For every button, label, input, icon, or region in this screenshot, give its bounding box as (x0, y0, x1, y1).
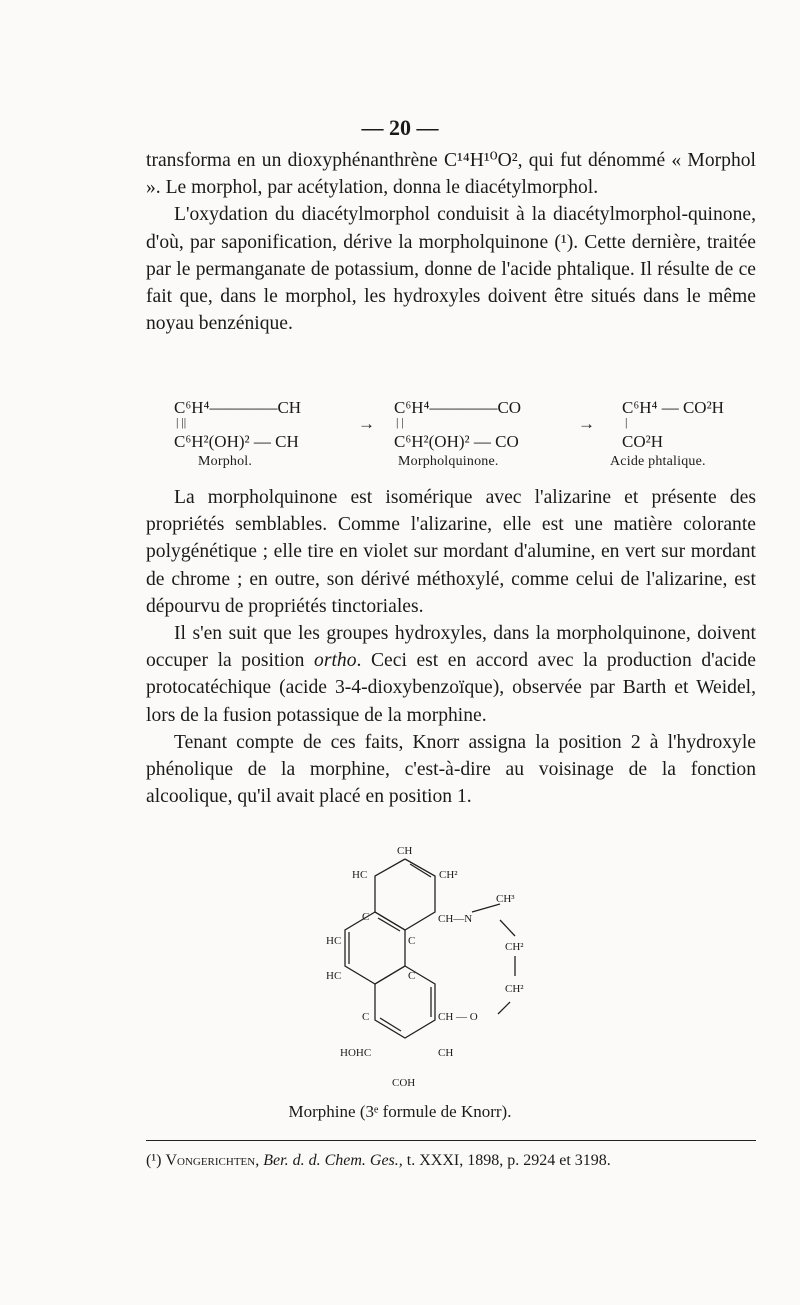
label-hc-low: HC (326, 970, 342, 982)
footnote-rest: t. XXXI, 1898, p. 2924 et 3198. (406, 1152, 611, 1169)
quinone-top: C⁶H⁴————CO (394, 398, 522, 417)
paragraph-4-text (146, 620, 756, 729)
label-ch-right: CH (438, 1047, 454, 1059)
acid-bonds: | (625, 415, 628, 429)
label-hohc: HOHC (340, 1047, 372, 1059)
paragraph-1-text: transforma en un dioxyphénanthrène C¹⁴H¹⁰O², qui fut dénommé « Morphol ». Le morphol, par acétylation, donna le diacétylmorphol. (146, 150, 756, 199)
label-ch-top: CH (397, 845, 413, 857)
footnote-rule (146, 1140, 756, 1141)
acid-bottom: CO²H (622, 432, 663, 451)
label-c-left: C (362, 911, 370, 923)
label-ch2-b: CH² (505, 983, 524, 995)
label-hc-mid: HC (326, 935, 342, 947)
paragraph-4-a: Il s'en suit que les groupes hydroxyles, dans la morpholquinone, doivent occuper la position (146, 623, 756, 672)
morphol-top: C⁶H⁴————CH (174, 398, 302, 417)
reaction-equation (146, 398, 756, 473)
footnote (146, 1152, 756, 1170)
morphol-bottom: C⁶H²(OH)² — CH (174, 432, 299, 451)
morphine-structure-figure (300, 844, 560, 1094)
footnote-journal: Ber. d. d. Chem. Ges., (263, 1152, 403, 1169)
acid-top: C⁶H⁴ — CO²H (622, 398, 724, 417)
label-c-low: C (408, 970, 416, 982)
paragraph-2-text: L'oxydation du diacétylmorphol conduisit à la diacétylmorphol-quinone, d'où, par saponification, dérive la morpholquinone (¹). Cette dernière, traitée par le permanganate de potassium, donne de l'acide phtalique. Il résulte de ce fait que, dans le morphol, les hydroxyles doivent être situés dans le même noyau benzénique. (146, 204, 756, 335)
quinone-bonds: | | (396, 415, 404, 429)
figure-caption: Morphine (3ᵉ formule de Knorr). (288, 1102, 512, 1121)
quinone-label: Morpholquinone. (398, 454, 499, 469)
label-ch3: CH³ (496, 893, 515, 905)
label-ch-o: CH — O (438, 1011, 478, 1023)
label-coh: COH (392, 1077, 416, 1089)
arrow-1: → (358, 414, 375, 433)
acid-label: Acide phtalique. (610, 454, 706, 469)
paragraph-block-2 (146, 484, 756, 810)
paragraph-4-ortho: ortho (314, 650, 357, 672)
page-number: — 20 — (361, 115, 439, 140)
label-ch2-right: CH² (439, 869, 458, 881)
paragraph-4-b: . Ceci est en accord avec la production d'acide protocatéchique (acide 3-4-dioxybenzoïque), observée par Barth et Weidel, lors de la fusion potassique de la morphine. (146, 650, 756, 726)
arrow-2: → (578, 414, 595, 433)
morphine-structure-svg (300, 844, 560, 1094)
quinone-bottom: C⁶H²(OH)² — CO (394, 432, 519, 451)
footnote-author: Vongerichten, (165, 1152, 260, 1169)
morphol-bonds: | || (176, 415, 187, 429)
label-c-bottom-left: C (362, 1011, 370, 1023)
label-c-mid: C (408, 935, 416, 947)
paragraph-3-text: La morpholquinone est isomérique avec l'alizarine et présente des propriétés semblables. Comme l'alizarine, elle est une matière colorante polygénétique ; elle tire en violet sur mordant d'alumine, en vert sur mordant de chrome ; en outre, son dérivé méthoxylé, comme celui de l'alizarine, est dépourvu de propriétés tinctoriales. (146, 487, 756, 617)
footnote-mark: (¹) (146, 1152, 162, 1169)
label-hc-left: HC (352, 869, 368, 881)
label-ch2-a: CH² (505, 941, 524, 953)
paragraph-5-text: Tenant compte de ces faits, Knorr assigna la position 2 à l'hydroxyle phénolique de la morphine, c'est-à-dire au voisinage de la fonction alcoolique, qu'il avait placé en position 1. (146, 731, 756, 808)
label-ch-n: CH—N (438, 913, 473, 925)
morphol-label: Morphol. (198, 454, 253, 469)
paragraph-1 (146, 147, 756, 337)
